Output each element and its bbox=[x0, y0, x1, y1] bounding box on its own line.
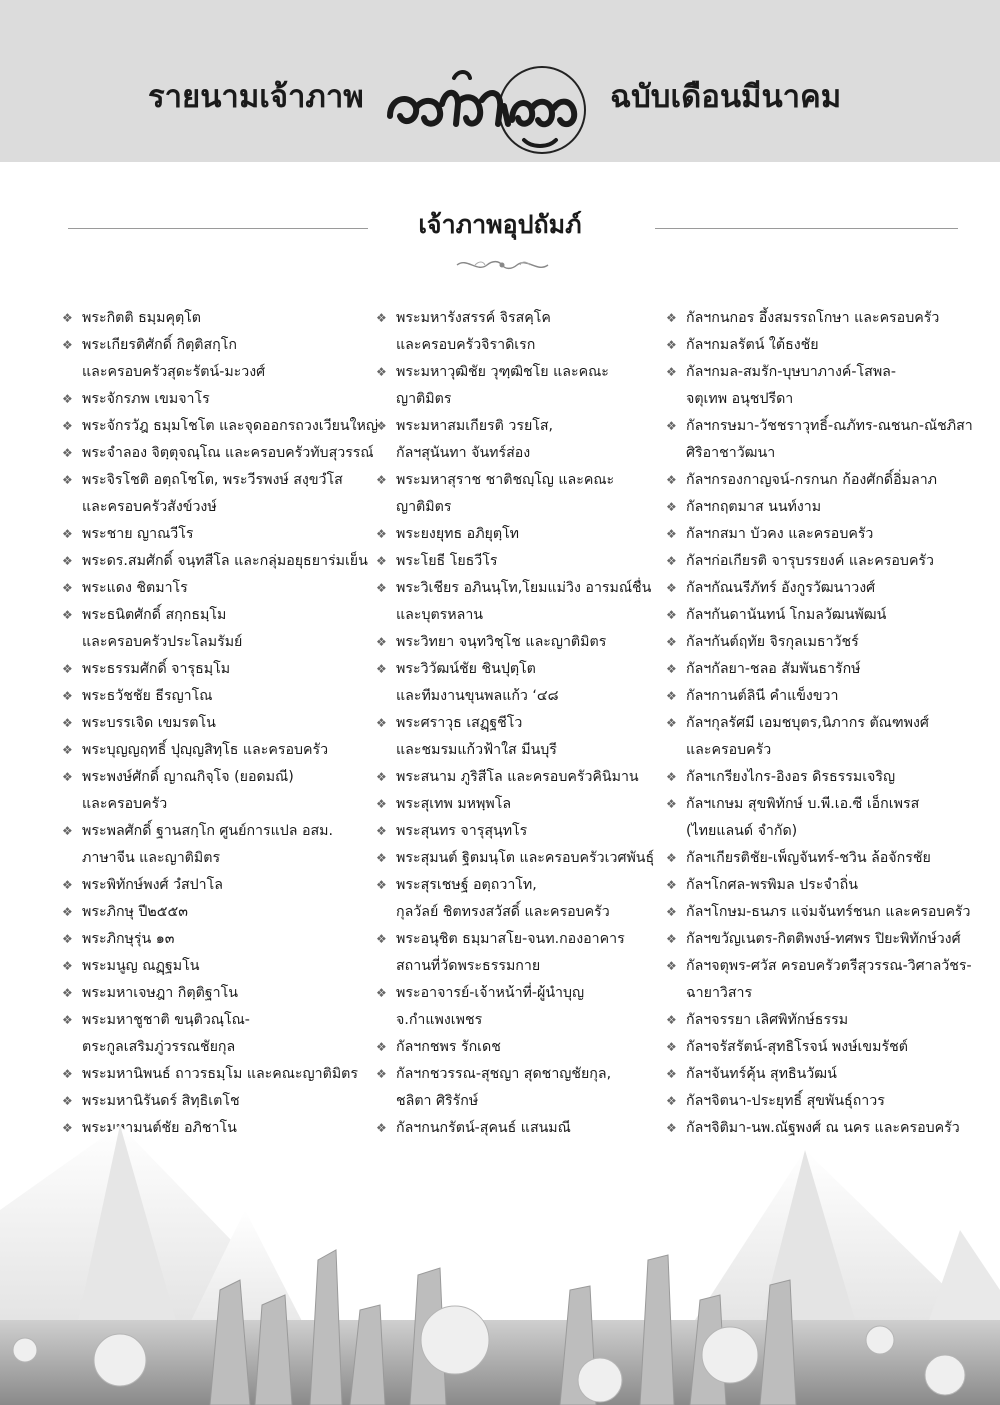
sponsor-name-text: พระสุเทพ มหพฺพโล bbox=[396, 796, 512, 812]
sponsor-name-text: และครอบครัวสังข์วงษ์ bbox=[82, 499, 217, 515]
ornament-bullet-icon: ❖ bbox=[62, 986, 73, 1000]
sponsor-entry bbox=[662, 764, 962, 791]
sponsor-entry-continuation bbox=[58, 1034, 368, 1061]
sponsor-name-text: กัลฯจตุพร-ศวัส ครอบครัวตรีสุวรรณ-วิศาลวัชร- bbox=[686, 958, 972, 974]
sponsor-entry bbox=[372, 521, 662, 548]
sponsor-entry-continuation bbox=[58, 359, 368, 386]
sponsor-entry bbox=[372, 575, 662, 602]
sponsor-name-text: จตุเทพ อนุชปรีดา bbox=[686, 391, 794, 407]
sponsor-entry bbox=[372, 305, 662, 332]
ornament-bullet-icon: ❖ bbox=[666, 554, 677, 568]
sponsor-entry bbox=[662, 494, 962, 521]
sponsor-name-text: พระเกียรติศักดิ์ กิตฺติสกฺโก bbox=[82, 337, 237, 353]
sponsor-entry bbox=[58, 467, 368, 494]
sponsor-entry bbox=[58, 548, 368, 575]
sponsor-entry bbox=[58, 521, 368, 548]
sponsor-name-text: กัลฯกฤตมาส นนท์งาม bbox=[686, 499, 822, 515]
sponsor-entry bbox=[372, 1034, 662, 1061]
ornament-bullet-icon: ❖ bbox=[376, 851, 387, 865]
ornament-bullet-icon: ❖ bbox=[376, 770, 387, 784]
sponsor-name-text: กัลฯกนกรัตน์-สุคนธ์ แสนมณี bbox=[396, 1120, 571, 1136]
sponsor-entry-continuation bbox=[662, 440, 962, 467]
ornament-bullet-icon: ❖ bbox=[62, 743, 73, 757]
sponsor-column-2 bbox=[372, 305, 662, 1142]
sponsor-name-text: พระยงยุทธ อภิยุตฺโท bbox=[396, 526, 520, 542]
sponsor-entry-continuation bbox=[58, 791, 368, 818]
sponsor-name-text: ฉายาวิสาร bbox=[686, 985, 753, 1001]
ornament-bullet-icon: ❖ bbox=[376, 554, 387, 568]
sponsor-entry bbox=[662, 953, 972, 980]
sponsor-entry-continuation bbox=[372, 737, 662, 764]
sponsor-name-text: พระกิตติ ธมฺมคุตฺโต bbox=[82, 310, 202, 326]
ornament-bullet-icon: ❖ bbox=[666, 527, 677, 541]
sponsor-entry bbox=[58, 575, 368, 602]
ornament-bullet-icon: ❖ bbox=[666, 1121, 677, 1135]
sponsor-name-text: พระวิทยา จนฺทวิชฺโช และญาติมิตร bbox=[396, 634, 607, 650]
sponsor-entry bbox=[58, 980, 368, 1007]
ornament-bullet-icon: ❖ bbox=[376, 365, 387, 379]
sponsor-entry bbox=[662, 305, 962, 332]
ornament-bullet-icon: ❖ bbox=[666, 770, 677, 784]
ayu-nai-boon-logo bbox=[382, 58, 592, 158]
sponsor-name-text: สถานที่วัดพระธรรมกาย bbox=[396, 958, 541, 974]
sponsor-entry-continuation bbox=[372, 440, 662, 467]
sponsor-entry bbox=[662, 872, 962, 899]
sponsor-name-text: พระจำลอง จิตฺตุจณฺโณ และครอบครัวทับสุวรรณ์ bbox=[82, 445, 374, 461]
ornament-bullet-icon: ❖ bbox=[376, 311, 387, 325]
sponsor-name-text: ญาติมิตร bbox=[396, 391, 452, 407]
sponsor-entry bbox=[372, 467, 662, 494]
header-title-right: ฉบับเดือนมีนาคม bbox=[610, 79, 842, 115]
sponsor-entry bbox=[662, 1007, 962, 1034]
sponsor-name-text: พระธรรมศักดิ์ จารุธมฺโม bbox=[82, 661, 231, 677]
sponsor-name-text: พระมหามนต์ชัย อภิชาโน bbox=[82, 1120, 237, 1136]
sponsor-name-text: กัลฯกานต์ลินี คำแข็งขวา bbox=[686, 688, 839, 704]
sponsor-name-text: กัลฯเกษม สุขพิทักษ์ บ.พี.เอ.ซี เอ็กเพรส bbox=[686, 796, 920, 812]
sponsor-entry-continuation bbox=[372, 953, 662, 980]
sponsor-name-text: พระภิกษุรุ่น ๑๓ bbox=[82, 931, 175, 947]
sponsor-name-text: พระชาย ญาณวีโร bbox=[82, 526, 194, 542]
ornament-bullet-icon: ❖ bbox=[666, 608, 677, 622]
sponsor-entry bbox=[662, 710, 962, 737]
ornament-bullet-icon: ❖ bbox=[376, 527, 387, 541]
sponsor-entry bbox=[372, 413, 662, 440]
sponsor-name-text: (ไทยแลนด์ จำกัด) bbox=[686, 823, 798, 839]
ornament-bullet-icon: ❖ bbox=[666, 932, 677, 946]
header-title-left: รายนามเจ้าภาพ bbox=[148, 79, 364, 115]
ornament-bullet-icon: ❖ bbox=[376, 473, 387, 487]
ornament-bullet-icon: ❖ bbox=[666, 1094, 677, 1108]
ornament-bullet-icon: ❖ bbox=[62, 905, 73, 919]
sponsor-name-text: พระแดง ชิตมาโร bbox=[82, 580, 188, 596]
sponsor-name-text: และบุตรหลาน bbox=[396, 607, 484, 623]
sponsor-name-text: กัลฯสุนันทา จันทร์ส่อง bbox=[396, 445, 531, 461]
sponsor-name-text: กัลฯจรัสรัตน์-สุทธิโรจน์ พงษ์เขมรัชต์ bbox=[686, 1039, 908, 1055]
sponsor-name-text: ภาษาจีน และญาติมิตร bbox=[82, 850, 221, 866]
ornament-bullet-icon: ❖ bbox=[62, 959, 73, 973]
sponsor-name-text: กัลฯขวัญเนตร-กิตติพงษ์-ทศพร ปิยะพิทักษ์วงศ์ bbox=[686, 931, 961, 947]
ornament-bullet-icon: ❖ bbox=[666, 473, 677, 487]
sponsor-name-text: กัลฯจันทร์คุ้น สุทธินวัฒน์ bbox=[686, 1066, 837, 1082]
ornament-bullet-icon: ❖ bbox=[62, 338, 73, 352]
sponsor-entry bbox=[662, 602, 962, 629]
ornament-bullet-icon: ❖ bbox=[376, 824, 387, 838]
sponsor-name-text: พระมนูญ ณฏฺฐมโน bbox=[82, 958, 200, 974]
sponsor-name-text: พระพลศักดิ์ ฐานสกฺโก ศูนย์การแปล อสม. bbox=[82, 823, 334, 839]
sponsor-name-text: พระมหานิรันดร์ สิทฺธิเตโช bbox=[82, 1093, 240, 1109]
ornament-bullet-icon: ❖ bbox=[62, 932, 73, 946]
sponsor-entry bbox=[58, 926, 368, 953]
ornament-bullet-icon: ❖ bbox=[666, 311, 677, 325]
sponsor-entry-continuation bbox=[58, 629, 368, 656]
sponsor-name-text: พระมหาชูชาติ ขนฺติวณฺโณ- bbox=[82, 1012, 250, 1028]
ornament-bullet-icon: ❖ bbox=[376, 1040, 387, 1054]
sponsor-name-text: พระมหานิพนธ์ ถาวรธมฺโม และคณะญาติมิตร bbox=[82, 1066, 359, 1082]
crystal-landscape-decoration bbox=[0, 1090, 1000, 1405]
sponsor-entry bbox=[662, 899, 971, 926]
sponsor-entry-continuation bbox=[58, 845, 368, 872]
sponsor-name-text: พระอนุชิต ธมฺมาสโย-จนท.กองอาคาร bbox=[396, 931, 625, 947]
sponsor-entry bbox=[372, 359, 662, 386]
sponsor-name-text: และครอบครัวจิราดิเรก bbox=[396, 337, 536, 353]
ornament-bullet-icon: ❖ bbox=[666, 419, 677, 433]
sponsor-entry bbox=[58, 683, 368, 710]
section-heading: เจ้าภาพอุปถัมภ์ bbox=[418, 210, 582, 239]
sponsor-name-text: พระบุญญฤทธิ์ ปุญฺญสิทฺโธ และครอบครัว bbox=[82, 742, 329, 758]
sponsor-entry bbox=[58, 305, 368, 332]
ornament-bullet-icon: ❖ bbox=[62, 1013, 73, 1027]
sponsor-name-text: พระจิรโชติ อตฺถโชโต, พระวีรพงษ์ สงฺขวํโส bbox=[82, 472, 343, 488]
ornament-bullet-icon: ❖ bbox=[62, 608, 73, 622]
sponsor-entry bbox=[372, 764, 662, 791]
ornament-bullet-icon: ❖ bbox=[62, 662, 73, 676]
ornament-bullet-icon: ❖ bbox=[62, 527, 73, 541]
sponsor-entry bbox=[662, 332, 962, 359]
sponsor-name-text: กัลฯกชพร รักเดช bbox=[396, 1039, 501, 1055]
ornament-bullet-icon: ❖ bbox=[666, 797, 677, 811]
ornament-bullet-icon: ❖ bbox=[666, 1067, 677, 1081]
ornament-bullet-icon: ❖ bbox=[62, 446, 73, 460]
sponsor-name-text: กัลฯกนกอร อึ้งสมรรถโกษา และครอบครัว bbox=[686, 310, 940, 326]
ornament-bullet-icon: ❖ bbox=[62, 1094, 73, 1108]
sponsor-name-text: พระมหารังสรรค์ จิรสคฺโค bbox=[396, 310, 551, 326]
ornament-bullet-icon: ❖ bbox=[376, 662, 387, 676]
sponsor-entry-continuation bbox=[372, 1007, 662, 1034]
sponsor-entry bbox=[58, 386, 368, 413]
ornament-bullet-icon: ❖ bbox=[62, 716, 73, 730]
ornament-bullet-icon: ❖ bbox=[666, 581, 677, 595]
ornament-bullet-icon: ❖ bbox=[62, 311, 73, 325]
sponsor-entry bbox=[58, 764, 368, 791]
sponsor-entry bbox=[662, 791, 962, 818]
sponsor-entry bbox=[58, 1061, 368, 1088]
sponsor-name-text: พระวิวัฒน์ชัย ชินปุตฺโต bbox=[396, 661, 536, 677]
sponsor-name-text: กัลฯกุลรัศมี เอมชบุตร,นิภากร ตัณฑพงศ์ bbox=[686, 715, 929, 731]
sponsor-entry bbox=[662, 359, 962, 386]
sponsor-entry bbox=[662, 575, 962, 602]
ornament-bullet-icon: ❖ bbox=[376, 1067, 387, 1081]
sponsor-entry bbox=[372, 926, 662, 953]
sponsor-name-text: ชลิตา ศิริรักษ์ bbox=[396, 1093, 479, 1109]
sponsor-entry-continuation bbox=[58, 494, 368, 521]
sponsor-name-text: กัลฯจิติมา-นพ.ณัฐพงศ์ ณ นคร และครอบครัว bbox=[686, 1120, 960, 1136]
sponsor-entry bbox=[58, 953, 368, 980]
ornament-bullet-icon: ❖ bbox=[666, 716, 677, 730]
sponsor-name-text: พระพิทักษ์พงศ์ วํสปาโล bbox=[82, 877, 223, 893]
ornament-bullet-icon: ❖ bbox=[666, 905, 677, 919]
ornament-bullet-icon: ❖ bbox=[376, 932, 387, 946]
ornament-bullet-icon: ❖ bbox=[666, 662, 677, 676]
sponsor-name-text: กัลฯกัลยา-ชลอ สัมพันธารักษ์ bbox=[686, 661, 861, 677]
ornament-bullet-icon: ❖ bbox=[666, 1040, 677, 1054]
sponsor-name-text: และครอบครัว bbox=[686, 742, 772, 758]
ornament-bullet-icon: ❖ bbox=[62, 1121, 73, 1135]
ornament-bullet-icon: ❖ bbox=[666, 635, 677, 649]
sponsor-name-text: กัลฯเกียรติชัย-เพ็ญจันทร์-ชวิน ล้อจักรชัย bbox=[686, 850, 931, 866]
sponsor-name-text: พระโยธี โยธวีโร bbox=[396, 553, 498, 569]
ornament-bullet-icon: ❖ bbox=[62, 581, 73, 595]
sponsor-name-text: กัลฯกันดานันทน์ โกมลวัฒนพัฒน์ bbox=[686, 607, 887, 623]
sponsor-entry-continuation bbox=[372, 494, 662, 521]
sponsor-name-text: ตระกูลเสริมภู่วรรณชัยกุล bbox=[82, 1039, 236, 1055]
sponsor-entry bbox=[58, 737, 368, 764]
ornament-bullet-icon: ❖ bbox=[376, 797, 387, 811]
sponsor-name-text: พระสนาม ภูริสีโล และครอบครัวคินิมาน bbox=[396, 769, 639, 785]
sponsor-entry bbox=[58, 710, 368, 737]
ornament-bullet-icon: ❖ bbox=[376, 1121, 387, 1135]
sponsor-entry bbox=[58, 899, 368, 926]
sponsor-name-text: กัลฯกมลรัตน์ ใต้ธงชัย bbox=[686, 337, 819, 353]
sponsor-entry-continuation bbox=[372, 899, 662, 926]
sponsor-name-text: พระพงษ์ศักดิ์ ญาณกิจฺโจ (ยอดมณี) bbox=[82, 769, 294, 785]
ornament-bullet-icon: ❖ bbox=[376, 986, 387, 1000]
sponsor-column-1 bbox=[58, 305, 378, 1142]
ornament-bullet-icon: ❖ bbox=[666, 1013, 677, 1027]
ornament-bullet-icon: ❖ bbox=[666, 365, 677, 379]
sponsor-entry bbox=[662, 845, 962, 872]
ornament-bullet-icon: ❖ bbox=[376, 716, 387, 730]
sponsor-entry bbox=[372, 629, 662, 656]
sponsor-entry bbox=[58, 656, 368, 683]
sponsor-name-text: พระสุรเชษฐ์ อตฺถวาโท, bbox=[396, 877, 537, 893]
sponsor-name-text: และทีมงานขุนพลแก้ว ‘๔๘ bbox=[396, 688, 559, 704]
flourish-ornament-icon bbox=[455, 255, 550, 275]
sponsor-name-text: พระสุมนต์ ฐิตมนฺโต และครอบครัวเวศพันธุ์ bbox=[396, 850, 655, 866]
sponsor-entry bbox=[662, 521, 962, 548]
ornament-bullet-icon: ❖ bbox=[666, 878, 677, 892]
sponsor-name-text: พระอาจารย์-เจ้าหน้าที่-ผู้นำบุญ bbox=[396, 985, 585, 1001]
sponsor-name-text: พระมหาวุฒิชัย วุฑฺฒิชโย และคณะ bbox=[396, 364, 609, 380]
sponsor-name-text: กัลฯกัณนรีภัทร์ อังกูรวัฒนาวงศ์ bbox=[686, 580, 876, 596]
sponsor-name-text: พระมหาสุราช ชาติชญฺโญ และคณะ bbox=[396, 472, 615, 488]
sponsor-name-text: กุลวัลย์ ชิตทรงสวัสดิ์ และครอบครัว bbox=[396, 904, 610, 920]
ornament-bullet-icon: ❖ bbox=[62, 824, 73, 838]
ornament-bullet-icon: ❖ bbox=[376, 419, 387, 433]
sponsor-entry-continuation bbox=[662, 737, 962, 764]
sponsor-name-text: กัลฯกรษมา-วัชชราวุทธิ์-ณภัทร-ณชนก-ณัชภิสา bbox=[686, 418, 973, 434]
sponsor-entry-continuation bbox=[372, 683, 662, 710]
sponsor-name-text: และครอบครัว bbox=[82, 796, 168, 812]
sponsor-name-text: กัลฯกสมา บัวคง และครอบครัว bbox=[686, 526, 874, 542]
sponsor-entry bbox=[58, 440, 374, 467]
sponsor-name-text: พระศราวุธ เสฏฺฐชีโว bbox=[396, 715, 523, 731]
ornament-bullet-icon: ❖ bbox=[62, 689, 73, 703]
sponsor-name-text: กัลฯก่อเกียรติ จารุบรรยงค์ และครอบครัว bbox=[686, 553, 935, 569]
sponsor-name-text: พระวิเชียร อภินนฺโท,โยมแม่วิง อารมณ์ชื่น bbox=[396, 580, 652, 596]
ornament-bullet-icon: ❖ bbox=[376, 581, 387, 595]
sponsor-name-text: และครอบครัวประโลมรัมย์ bbox=[82, 634, 243, 650]
sponsor-entry bbox=[372, 1061, 662, 1088]
sponsor-entry bbox=[58, 602, 368, 629]
ornament-bullet-icon: ❖ bbox=[62, 473, 73, 487]
ornament-bullet-icon: ❖ bbox=[666, 959, 677, 973]
sponsor-name-text: พระมหาสมเกียรติ วรยโส, bbox=[396, 418, 554, 434]
sponsor-entry bbox=[372, 872, 662, 899]
sponsor-entry bbox=[662, 1061, 962, 1088]
sponsor-entry bbox=[372, 548, 662, 575]
sponsor-name-text: กัลฯกชวรรณ-สุชญา สุดชาญชัยกุล, bbox=[396, 1066, 612, 1082]
sponsor-entry-continuation bbox=[372, 386, 662, 413]
sponsor-entry bbox=[372, 980, 662, 1007]
sponsor-entry-continuation bbox=[372, 602, 662, 629]
ornament-bullet-icon: ❖ bbox=[62, 554, 73, 568]
sponsor-name-text: พระธวัชชัย ธีรญาโณ bbox=[82, 688, 213, 704]
ornament-bullet-icon: ❖ bbox=[666, 851, 677, 865]
sponsor-name-text: พระสุนทร จารุสุนฺทโร bbox=[396, 823, 528, 839]
sponsor-name-text: จ.กำแพงเพชร bbox=[396, 1012, 483, 1028]
sponsor-entry bbox=[372, 656, 662, 683]
ornament-bullet-icon: ❖ bbox=[62, 770, 73, 784]
sponsor-entry bbox=[58, 818, 368, 845]
sponsor-name-text: กัลฯกมล-สมรัก-บุษบาภางค์-โสพล- bbox=[686, 364, 896, 380]
sponsor-entry bbox=[662, 656, 962, 683]
sponsor-name-text: ญาติมิตร bbox=[396, 499, 452, 515]
sponsor-name-text: กัลฯจิตนา-ประยุทธิ์ สุขพันธุ์ถาวร bbox=[686, 1093, 885, 1109]
sponsor-entry bbox=[372, 845, 662, 872]
sponsor-entry bbox=[58, 872, 368, 899]
sponsor-name-text: กัลฯกรองกาญจน์-กรกนก ก้องศักดิ์อิ่มลาภ bbox=[686, 472, 938, 488]
sponsor-entry bbox=[662, 683, 962, 710]
ornament-bullet-icon: ❖ bbox=[666, 500, 677, 514]
sponsor-entry bbox=[372, 710, 662, 737]
sponsor-name-text: พระธนิตศักดิ์ สกฺกธมฺโม bbox=[82, 607, 227, 623]
sponsor-name-text: และครอบครัวสุดะรัตน์-มะวงศ์ bbox=[82, 364, 266, 380]
ornament-bullet-icon: ❖ bbox=[62, 1067, 73, 1081]
ornament-bullet-icon: ❖ bbox=[376, 878, 387, 892]
ornament-bullet-icon: ❖ bbox=[666, 689, 677, 703]
sponsor-entry bbox=[662, 413, 973, 440]
sponsor-entry-continuation bbox=[662, 980, 962, 1007]
sponsor-entry bbox=[58, 1007, 368, 1034]
sponsor-entry bbox=[662, 926, 962, 953]
ornament-bullet-icon: ❖ bbox=[62, 392, 73, 406]
sponsor-name-text: พระดร.สมศักดิ์ จนฺทสีโล และกลุ่มอยุธยาร่มเย็น bbox=[82, 553, 368, 569]
sponsor-entry bbox=[372, 818, 662, 845]
sponsor-entry bbox=[662, 467, 962, 494]
sponsor-name-text: กัลฯกันต์ฤทัย จิรกุลเมธาวัชร์ bbox=[686, 634, 859, 650]
ornament-bullet-icon: ❖ bbox=[376, 635, 387, 649]
sponsor-entry bbox=[662, 548, 962, 575]
sponsor-entry-continuation bbox=[662, 818, 962, 845]
ornament-bullet-icon: ❖ bbox=[62, 878, 73, 892]
sponsor-name-text: กัลฯเกรียงไกร-อิงอร ดิรธรรมเจริญ bbox=[686, 769, 896, 785]
ornament-bullet-icon: ❖ bbox=[666, 338, 677, 352]
sponsor-entry bbox=[372, 791, 662, 818]
sponsor-entry bbox=[58, 332, 368, 359]
sponsor-name-text: พระจักรภพ เขมจาโร bbox=[82, 391, 210, 407]
sponsor-name-text: และชมรมแก้วฟ้าใส มีนบุรี bbox=[396, 742, 557, 758]
sponsor-entry bbox=[662, 1034, 962, 1061]
sponsor-name-text: พระภิกษุ ปี๒๕๕๓ bbox=[82, 904, 188, 920]
sponsor-name-text: กัลฯจรรยา เลิศพิทักษ์ธรรม bbox=[686, 1012, 849, 1028]
divider-right bbox=[655, 228, 958, 229]
sponsor-name-text: ศิริอาชาวัฒนา bbox=[686, 445, 776, 461]
ornament-bullet-icon: ❖ bbox=[62, 419, 73, 433]
sponsor-name-text: พระมหาเจษฎา กิตฺติฐาโน bbox=[82, 985, 238, 1001]
sponsor-name-text: กัลฯโกษม-ธนภร แจ่มจันทร์ชนก และครอบครัว bbox=[686, 904, 971, 920]
sponsor-column-3 bbox=[662, 305, 973, 1142]
sponsor-entry bbox=[58, 413, 378, 440]
sponsor-name-text: กัลฯโกศล-พรพิมล ประจำถิ่น bbox=[686, 877, 858, 893]
sponsor-name-text: พระจักรวัฎ ธมฺมโชโต และจุดออกรถวงเวียนใหญ่ bbox=[82, 418, 378, 434]
sponsor-entry-continuation bbox=[372, 332, 662, 359]
sponsor-name-text: พระบรรเจิด เขมรตโน bbox=[82, 715, 216, 731]
sponsor-entry-continuation bbox=[662, 386, 962, 413]
sponsor-entry bbox=[662, 629, 962, 656]
